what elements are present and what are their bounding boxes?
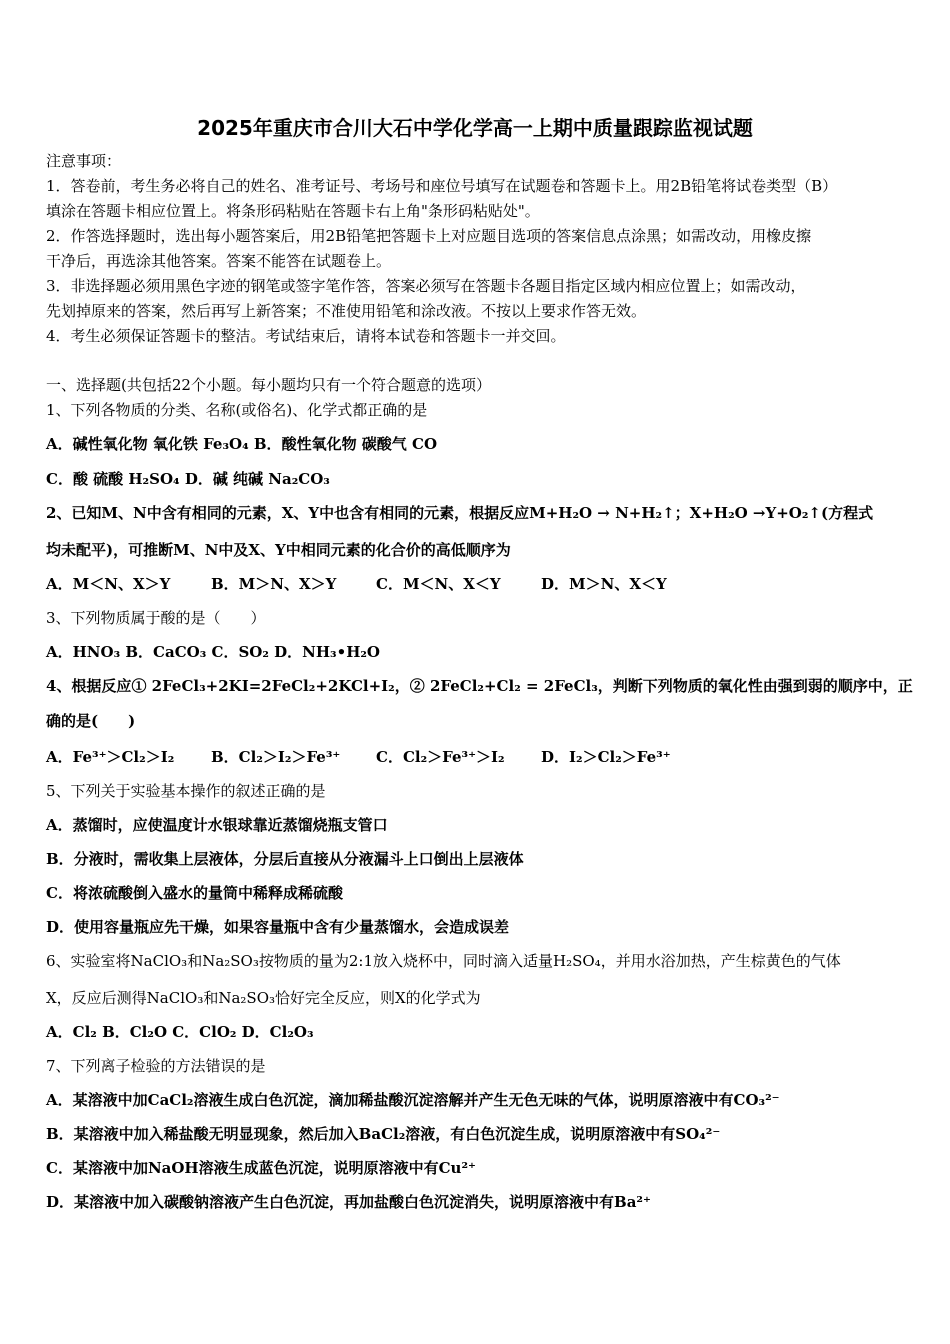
notice-line: 4．考生必须保证答题卡的整洁。考试结束后，请将本试卷和答题卡一并交回。 — [46, 327, 566, 345]
notice-line: 1．答卷前，考生务必将自己的姓名、准考证号、考场号和座位号填写在试题卷和答题卡上。用2B铅笔将试卷类型（B） — [46, 177, 838, 195]
answer-option: D．M＞N、X＜Y — [541, 575, 667, 593]
question-stem: 4、根据反应① 2FeCl₃+2KI=2FeCl₂+2KCl+I₂，② 2FeCl₂+Cl₂ = 2FeCl₃，判断下列物质的氧化性由强到弱的顺序中，正 — [46, 677, 913, 695]
notice-line: 3．非选择题必须用黑色字迹的钢笔或签字笔作答，答案必须写在答题卡各题目指定区域内相应位置上；如需改动， — [46, 277, 806, 295]
answer-option: C．M＜N、X＜Y — [376, 575, 501, 593]
notice-line: 2．作答选择题时，选出每小题答案后，用2B铅笔把答题卡上对应题目选项的答案信息点涂黑；如需改动，用橡皮擦 — [46, 227, 812, 245]
notice-line: 先划掉原来的答案，然后再写上新答案；不准使用铅笔和涂改液。不按以上要求作答无效。 — [46, 302, 647, 320]
question-stem: 1、下列各物质的分类、名称(或俗名)、化学式都正确的是 — [46, 401, 428, 419]
answer-option: B．M＞N、X＞Y — [211, 575, 337, 593]
question-stem: 2、已知M、N中含有相同的元素，X、Y中也含有相同的元素，根据反应M+H₂O → N+H₂↑；X+H₂O →Y+O₂↑(方程式 — [46, 504, 874, 522]
question-stem: 均未配平)，可推断M、N中及X、Y中相同元素的化合价的高低顺序为 — [46, 541, 511, 559]
answer-option: C．Cl₂＞Fe³⁺＞I₂ — [376, 748, 505, 766]
answer-option: A．蒸馏时，应使温度计水银球靠近蒸馏烧瓶支管口 — [46, 816, 388, 834]
answer-option: A．碱性氧化物 氧化铁 Fe₃O₄ B．酸性氧化物 碳酸气 CO — [46, 435, 438, 453]
answer-option: B．分液时，需收集上层液体，分层后直接从分液漏斗上口倒出上层液体 — [46, 850, 524, 868]
answer-options-row — [46, 747, 671, 767]
answer-option: C．将浓硫酸倒入盛水的量筒中稀释成稀硫酸 — [46, 884, 343, 902]
notice-line: 填涂在答题卡相应位置上。将条形码粘贴在答题卡右上角"条形码粘贴处"。 — [46, 202, 540, 220]
answer-option: A．Cl₂ B．Cl₂O C．ClO₂ D．Cl₂O₃ — [46, 1023, 314, 1041]
answer-option: C．酸 硫酸 H₂SO₄ D．碱 纯碱 Na₂CO₃ — [46, 470, 330, 488]
answer-options-row — [46, 574, 667, 594]
answer-option: A．M＜N、X＞Y — [46, 575, 171, 593]
answer-option: A．Fe³⁺＞Cl₂＞I₂ — [46, 748, 175, 766]
question-stem: 6、实验室将NaClO₃和Na₂SO₃按物质的量为2:1放入烧杯中，同时滴入适量H₂SO₄，并用水浴加热，产生棕黄色的气体 — [46, 952, 841, 970]
question-stem: X，反应后测得NaClO₃和Na₂SO₃恰好完全反应，则X的化学式为 — [46, 989, 481, 1007]
section-heading: 一、选择题(共包括22个小题。每小题均只有一个符合题意的选项） — [46, 376, 491, 394]
answer-option: B．某溶液中加入稀盐酸无明显现象，然后加入BaCl₂溶液，有白色沉淀生成，说明原溶液中有SO₄²⁻ — [46, 1125, 721, 1143]
answer-option: D．使用容量瓶应先干燥，如果容量瓶中含有少量蒸馏水，会造成误差 — [46, 918, 510, 936]
answer-option: D．某溶液中加入碳酸钠溶液产生白色沉淀，再加盐酸白色沉淀消失，说明原溶液中有Ba²⁺ — [46, 1193, 651, 1211]
notice-heading: 注意事项： — [46, 152, 122, 170]
answer-option: A．某溶液中加CaCl₂溶液生成白色沉淀，滴加稀盐酸沉淀溶解并产生无色无味的气体，说明原溶液中有CO₃²⁻ — [46, 1091, 780, 1109]
answer-option: B．Cl₂＞I₂＞Fe³⁺ — [211, 748, 341, 766]
question-stem: 7、下列离子检验的方法错误的是 — [46, 1057, 266, 1075]
notice-line: 干净后，再选涂其他答案。答案不能答在试题卷上。 — [46, 252, 392, 270]
answer-option: A．HNO₃ B．CaCO₃ C．SO₂ D．NH₃•H₂O — [46, 643, 380, 661]
question-stem: 5、下列关于实验基本操作的叙述正确的是 — [46, 782, 326, 800]
question-stem: 确的是( ) — [46, 712, 136, 730]
answer-option: C．某溶液中加NaOH溶液生成蓝色沉淀，说明原溶液中有Cu²⁺ — [46, 1159, 476, 1177]
page-title: 2025年重庆市合川大石中学化学高一上期中质量跟踪监视试题 — [197, 116, 753, 140]
answer-option: D．I₂＞Cl₂＞Fe³⁺ — [541, 748, 671, 766]
question-stem: 3、下列物质属于酸的是（ ） — [46, 609, 266, 627]
